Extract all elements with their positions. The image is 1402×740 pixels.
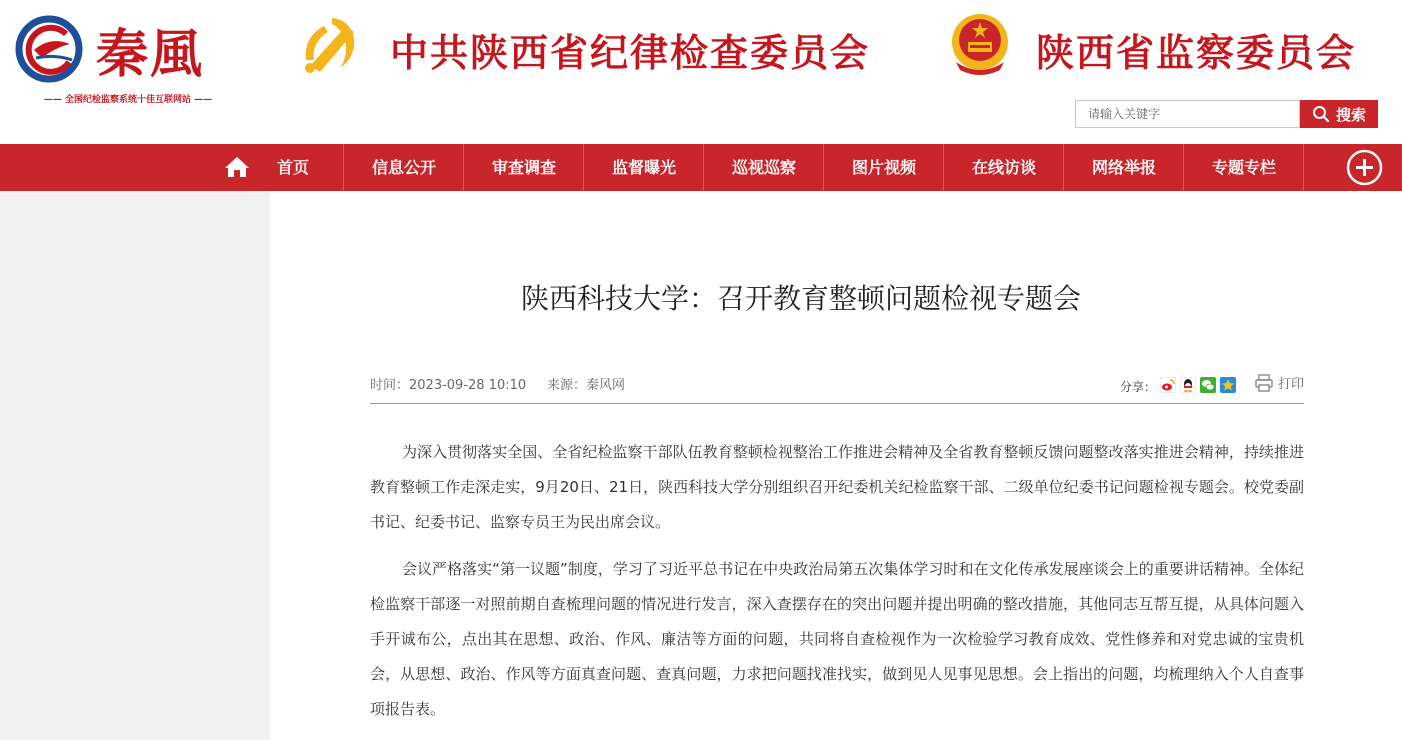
search-button[interactable] bbox=[1300, 100, 1378, 128]
article-body bbox=[370, 435, 1304, 739]
print-button[interactable] bbox=[1254, 373, 1304, 393]
nav-item-investigation[interactable]: 审查调查 bbox=[491, 158, 556, 177]
share-label: 分享： bbox=[1119, 380, 1156, 394]
qzone-icon[interactable] bbox=[1220, 377, 1236, 393]
nav-divider bbox=[1303, 144, 1304, 191]
nav-item-media[interactable]: 图片视频 bbox=[851, 158, 916, 177]
article-container bbox=[270, 191, 1402, 740]
nav-item-home[interactable]: 首页 bbox=[276, 158, 309, 177]
nav-item-inspection[interactable]: 巡视巡察 bbox=[731, 158, 796, 177]
org-title-supervision: 陕西省监察委员会 bbox=[1036, 30, 1357, 75]
national-emblem-icon bbox=[946, 10, 1014, 78]
site-logo[interactable] bbox=[8, 8, 248, 108]
qinfeng-logo-icon bbox=[14, 14, 84, 84]
weibo-icon[interactable] bbox=[1160, 377, 1176, 393]
logo-name: 秦風 bbox=[96, 24, 205, 85]
main-nav bbox=[0, 144, 1402, 191]
page-background bbox=[0, 191, 1402, 740]
article-source: 来源：秦风网 bbox=[547, 378, 626, 393]
share-bar bbox=[1120, 370, 1304, 395]
meta-divider bbox=[370, 403, 1304, 404]
nav-item-interviews[interactable]: 在线访谈 bbox=[971, 158, 1036, 177]
party-emblem-icon bbox=[296, 10, 364, 78]
org-title-discipline: 中共陕西省纪律检查委员会 bbox=[390, 30, 871, 75]
search-button-label: 搜索 bbox=[1335, 105, 1366, 124]
nav-item-exposure[interactable]: 监督曝光 bbox=[611, 158, 676, 177]
article-meta bbox=[370, 374, 1304, 402]
nav-item-report[interactable]: 网络举报 bbox=[1091, 158, 1156, 177]
article-paragraph: 会议严格落实“第一议题”制度，学习了习近平总书记在中央政治局第五次集体学习时和在文化传承发展座谈会上的重要讲话精神。全体纪检监察干部逐一对照前期自查梳理问题的情况进行发言，深入查摆存在的突出问题并提出明确的整改措施，其他同志互帮互提，从具体问题入手开诚布公，点出其在思想、政治、作风、廉洁等方面的问题，共同将自查检视作为一次检验学习教育成效、党性修养和对党忠诚的宝贵机会，从思想、政治、作风等方面真查问题、查真问题，力求把问题找准找实，做到见人见事见思想。会上指出的问题，均梳理纳入个人自查事项报告表。 bbox=[370, 560, 1304, 718]
qq-icon[interactable] bbox=[1180, 377, 1196, 393]
print-label: 打印 bbox=[1277, 377, 1304, 392]
nav-item-info-disclosure[interactable]: 信息公开 bbox=[371, 158, 436, 177]
expand-plus-icon[interactable] bbox=[1346, 149, 1383, 186]
nav-item-special-topics[interactable]: 专题专栏 bbox=[1211, 158, 1276, 177]
wechat-icon[interactable] bbox=[1200, 377, 1216, 393]
article-paragraph: 为深入贯彻落实全国、全省纪检监察干部队伍教育整顿检视整治工作推进会精神及全省教育整顿反馈问题整改落实推进会精神，持续推进教育整顿工作走深走实，9月20日、21日，陕西科技大学分别组织召开纪委机关纪检监察干部、二级单位纪委书记问题检视专题会。校党委副书记、纪委书记、监察专员王为民出席会议。 bbox=[370, 443, 1304, 531]
logo-slogan: —— 全国纪检监察系统十佳互联网站 —— bbox=[43, 95, 213, 105]
publish-time: 时间：2023-09-28 10:10 bbox=[370, 378, 527, 393]
search-icon bbox=[1312, 105, 1330, 123]
printer-icon bbox=[1254, 373, 1274, 393]
search-bar bbox=[1075, 100, 1378, 128]
article-title: 陕西科技大学：召开教育整顿问题检视专题会 bbox=[520, 282, 1081, 315]
site-header bbox=[0, 0, 1402, 144]
search-input[interactable] bbox=[1075, 100, 1300, 128]
